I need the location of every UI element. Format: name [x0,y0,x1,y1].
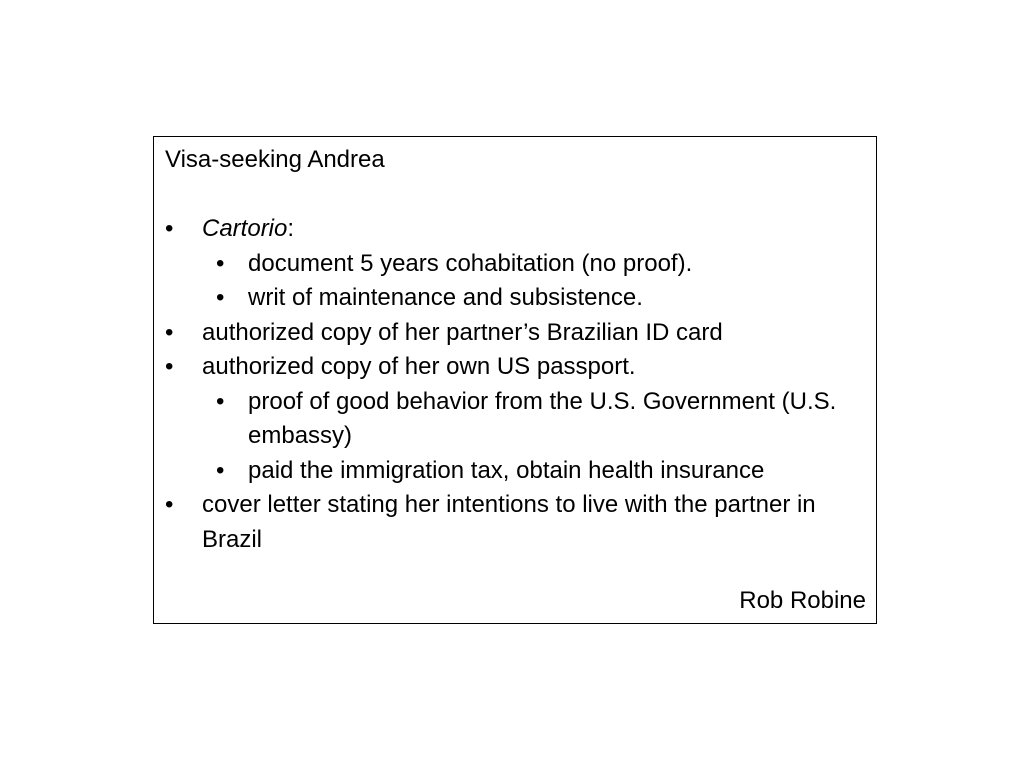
list-item-text: authorized copy of her own US passport. [202,353,636,380]
list-item-text: cover letter stating her intentions to live with the partner in Brazil [202,491,816,553]
list-item [154,350,876,385]
bullet-icon: • [165,353,174,380]
list-item [154,316,876,351]
note-title: Visa-seeking Andrea [165,146,385,173]
list-item [154,247,876,282]
bullet-icon: • [165,318,174,346]
bullet-icon: • [216,456,225,484]
list-item-text: document 5 years cohabitation (no proof). [248,249,693,277]
list-item [154,281,876,316]
list-item [154,488,876,557]
list-item-cartorio [154,212,876,247]
list-item-text: paid the immigration tax, obtain health insurance [248,456,765,484]
bullet-icon: • [216,249,225,277]
term-cartorio: Cartorio [202,215,288,242]
list-item [154,385,876,454]
list-item-text: authorized copy of her partner’s Brazilian ID card [202,318,723,346]
term-suffix: : [287,215,295,242]
signature: Rob Robine [739,586,866,614]
bullet-icon: • [216,387,225,415]
list-item-text: writ of maintenance and subsistence. [248,284,643,311]
requirements-list [154,212,876,557]
list-item-text: proof of good behavior from the U.S. Government (U.S. embassy) [248,387,837,449]
list-item [154,454,876,489]
bullet-icon: • [165,491,174,518]
bullet-icon: • [165,215,174,242]
bullet-icon: • [216,284,225,311]
note-card [153,136,877,624]
